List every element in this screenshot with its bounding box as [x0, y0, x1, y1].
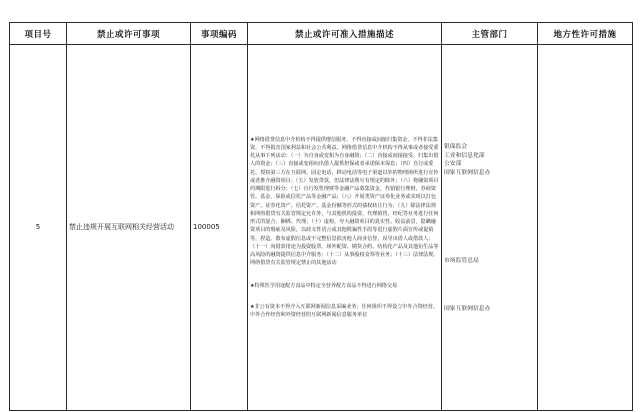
dept-label: 市场监管总局 [444, 257, 479, 264]
header-row [10, 23, 633, 45]
row-local [538, 45, 633, 411]
row-item: 禁止违规开展互联网相关经营活动 [67, 45, 191, 411]
header-item: 禁止或许可事项 [67, 23, 191, 45]
row-number: 5 [10, 45, 67, 411]
dept-cell [442, 45, 538, 411]
dept-label: 国家互联网信息办 [444, 306, 491, 313]
measure-text-2: ★特殊医学用途配方食品中特定全营养配方食品不得进行网络交易 [250, 282, 398, 289]
header-code: 事项编码 [191, 23, 248, 45]
dept-label: 国家互联网信息办 [444, 169, 491, 176]
measure-segment-3 [250, 303, 439, 320]
dept-group-2 [444, 257, 535, 265]
header-dept: 主管部门 [442, 23, 538, 45]
regulation-table [9, 22, 633, 411]
header-measure: 禁止或许可准入措施描述 [248, 23, 442, 45]
dept-label: 工业和信息化部 [444, 152, 485, 159]
table-row [10, 45, 633, 411]
measure-text-3: ★非公有资本不得介入互联网新闻信息采编业务；任何组织不得设立中外合资经营、中外合作经营和外资经营的互联网新闻信息服务单位 [250, 303, 438, 319]
header-no: 项目号 [10, 23, 67, 45]
measure-cell [248, 45, 442, 411]
measure-text-1: ★网络借贷信息中介机构不得提供增信服务，不得直接或间接归集资金，不得非法集资，不得损害国家利益和社会公共利益。网络借贷信息中介机构不得从事或者接受委托从事下列活动：（一）为自身或变相为自身融资；（二）直接或间接接受、归集出借人的资金；（三）直接或变相向出借人提供担保或者承诺保本保息；（四）自行或委托、授权第三方在互联网、固定电话、移动电话等电子渠道以外的物理场所进行宣传或者推介融资项目；（五）发放贷款，但法律法规另有规定的除外；（六）将融资项目的期限进行拆分；（七）自行发售理财等金融产品募集资金，代销银行理财、券商资管、基金、保险或信托产品等金融产品；（八）开展类资产证券化业务或实现以打包资产、证券化资产、信托资产、基金份额等形式的债权转让行为；（九）除法律法规和网络借贷有关监管规定允许外，与其他机构投资、代理销售、经纪等业务进行任何形式的混合、捆绑、代理；（十）虚构、夸大融资项目的真实性、收益前景，隐瞒融资项目的瑕疵及风险，以歧义性语言或其他欺骗性手段等进行虚假片面宣传或促销等，捏造、散布虚假信息或不完整信息损害他人商业信誉，误导出借人或借款人；（十一）向借款用途为投资股票、场外配资、期货合约、结构化产品及其他衍生品等高风险的融资提供信息中介服务；（十二）从事股权众筹等业务；（十三）法律法规、网络借贷有关监管规定禁止的其他活动 [250, 136, 439, 267]
dept-label: 公安部 [444, 161, 462, 168]
dept-group-3 [444, 305, 535, 313]
row-code: 100005 [191, 45, 248, 411]
measure-segment-1 [250, 136, 439, 268]
dept-group-1 [444, 143, 535, 177]
dept-label: 银保监会 [444, 144, 468, 151]
measure-segment-2 [250, 282, 439, 290]
header-local: 地方性许可措施 [538, 23, 633, 45]
